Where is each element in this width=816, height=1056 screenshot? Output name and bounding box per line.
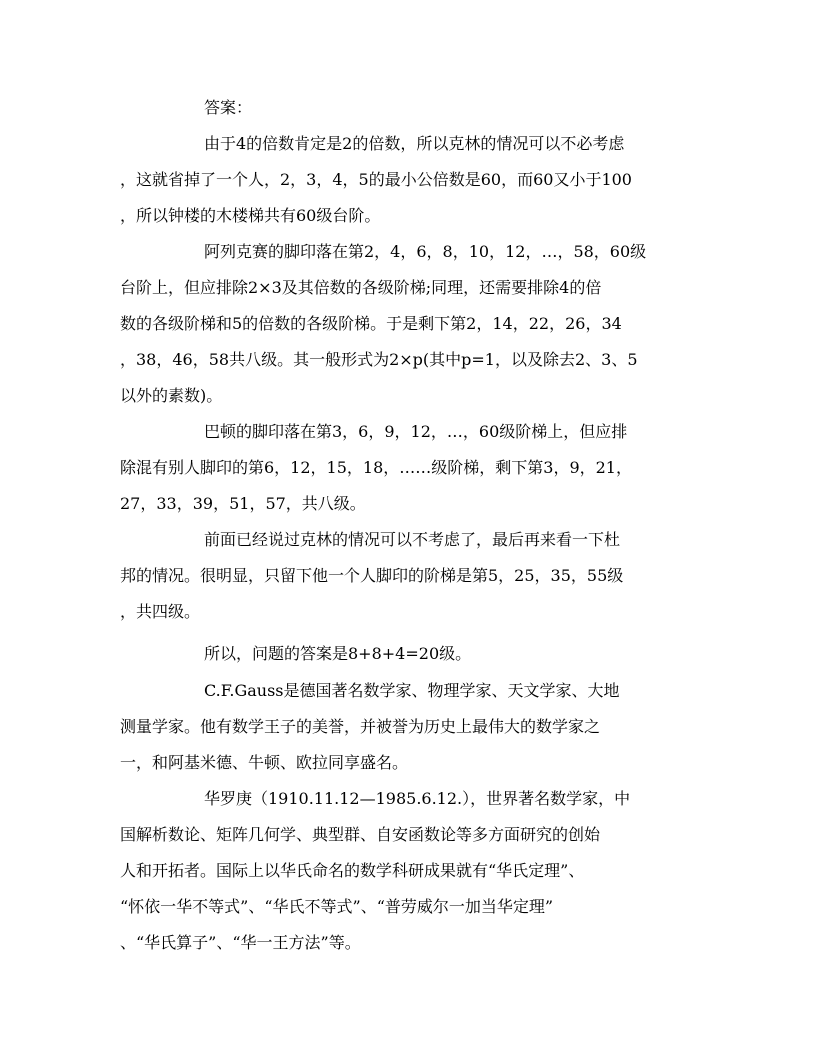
paragraph-line: 邦的情况。很明显，只留下他一个人脚印的阶梯是第5，25，35，55级	[120, 566, 624, 585]
paragraph-line: 一，和阿基米德、牛顿、欧拉同享盛名。	[120, 753, 409, 772]
paragraph-line: 除混有别人脚印的第6，12，15，18，……级阶梯，剩下第3，9，21，	[120, 458, 632, 477]
paragraph-line: 阿列克赛的脚印落在第2，4，6，8，10，12，…，58，60级	[204, 242, 647, 261]
paragraph-line: 前面已经说过克林的情况可以不考虑了，最后再来看一下杜	[204, 530, 621, 549]
paragraph-line: 测量学家。他有数学王子的美誉，并被誉为历史上最伟大的数学家之	[120, 717, 601, 736]
paragraph-line: ，共四级。	[120, 602, 201, 621]
paragraph-line: 人和开拓者。国际上以华氏命名的数学科研成果就有“华氏定理”、	[120, 861, 585, 880]
paragraph-line: 巴顿的脚印落在第3，6，9，12，…，60级阶梯上，但应排	[204, 422, 628, 441]
paragraph-line: 国解析数论、矩阵几何学、典型群、自安函数论等多方面研究的创始	[120, 825, 601, 844]
paragraph-line: 、“华氏算子”、“华一王方法”等。	[120, 933, 361, 952]
paragraph-line: 以外的素数)。	[120, 386, 223, 405]
paragraph-line: 华罗庚（1910.11.12—1985.6.12.），世界著名数学家，中	[204, 789, 631, 808]
paragraph-line: 所以，问题的答案是8+8+4=20级。	[204, 644, 472, 663]
paragraph-line: C.F.Gauss是德国著名数学家、物理学家、天文学家、大地	[204, 681, 620, 700]
paragraph-line: ，所以钟楼的木楼梯共有60级台阶。	[120, 206, 381, 225]
paragraph-line: 27，33，39，51，57，共八级。	[120, 494, 366, 513]
answer-heading: 答案：	[204, 98, 253, 117]
paragraph-line: 由于4的倍数肯定是2的倍数，所以克林的情况可以不必考虑	[204, 134, 625, 153]
paragraph-line: ，这就省掉了一个人，2，3，4，5的最小公倍数是60，而60又小于100	[120, 170, 632, 189]
paragraph-line: 数的各级阶梯和5的倍数的各级阶梯。于是剩下第2，14，22，26，34	[120, 314, 622, 333]
paragraph-line: 台阶上，但应排除2×3及其倍数的各级阶梯;同理，还需要排除4的倍	[120, 278, 602, 297]
paragraph-line: ，38，46，58共八级。其一般形式为2×p(其中p=1，以及除去2、3、5	[120, 350, 638, 369]
paragraph-line: “怀依一华不等式”、“华氏不等式”、“普劳威尔一加当华定理”	[120, 897, 554, 916]
